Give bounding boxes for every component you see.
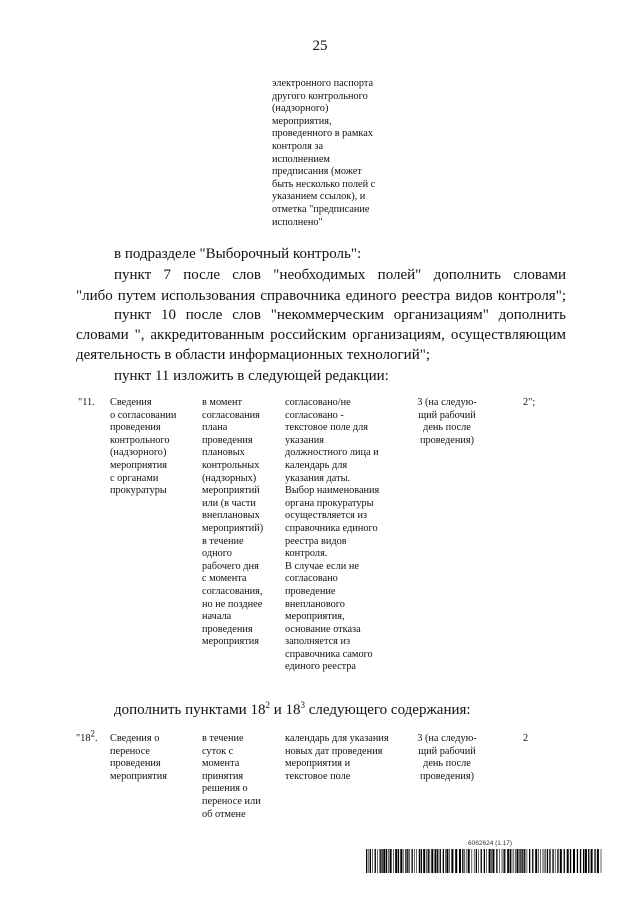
barcode-bar <box>510 849 511 873</box>
barcode-bar <box>388 849 389 873</box>
barcode-bar <box>486 849 487 873</box>
page-number: 25 <box>312 38 328 54</box>
barcode-bar <box>390 849 392 873</box>
barcode-bar <box>547 849 548 873</box>
row11-deadline: в момент согласования плана проведения плановых контрольных (надзорных) мероприятий или (в части внеплановых мероприятий) в течение одного рабочего дня с момента согласования, но не позднее начала проведения мероприятия <box>202 397 264 648</box>
row11-publication: 3 (на следую- щий рабочий день после проведения) <box>417 397 477 446</box>
barcode-bar <box>426 849 427 873</box>
item11-paragraph: пункт 11 изложить в следующей редакции: <box>114 368 389 384</box>
barcode-bar <box>395 849 397 873</box>
barcode-bar <box>549 849 550 873</box>
barcode-bar <box>544 849 545 873</box>
barcode-bar <box>455 849 457 873</box>
row11-field: согласовано/не согласовано - текстовое поле для указания должностного лица и календарь для указания даты. Выбор наименования органа прокуратуры осуществляется из справочника единого реестра видов контроля. В случае если не согласовано проведение внепланового мероприятия, основание отказа заполняется из справочника самого единого реестра <box>285 397 380 673</box>
barcode-bar <box>369 849 370 873</box>
barcode-bar <box>507 849 509 873</box>
barcode-bar <box>419 849 420 873</box>
barcode-bar <box>597 849 599 873</box>
barcode-bar <box>405 849 406 873</box>
barcode-bar <box>532 849 533 873</box>
barcode-bar <box>398 849 399 873</box>
barcode-bar <box>583 849 584 873</box>
barcode-bar <box>423 849 425 873</box>
barcode-bar <box>430 849 431 873</box>
row18-info: Сведения о переносе проведения мероприятия <box>110 733 168 782</box>
row18-field: календарь для указания новых дат проведения мероприятия и текстовое поле <box>285 733 389 782</box>
barcode-bar <box>372 849 373 873</box>
barcode-bar <box>588 849 589 873</box>
barcode-bar <box>580 849 581 873</box>
document-code: 6062624 (1.17) <box>468 840 513 847</box>
barcode-bar <box>529 849 530 873</box>
barcode-bar <box>421 849 422 873</box>
item7-line2: "либо путем использования справочника единого реестра видов контроля"; <box>76 288 566 304</box>
barcode-bar <box>400 849 402 873</box>
row18-deadline: в течение суток с момента принятия решения о переносе или об отмене <box>202 733 261 820</box>
barcode-bar <box>522 849 523 873</box>
barcode-bar <box>370 849 371 873</box>
barcode-bar <box>366 849 367 873</box>
row11-info: Сведения о согласовании проведения контрольного (надзорного) мероприятия с органами прокуратуры <box>110 397 177 497</box>
barcode-bar <box>502 849 503 873</box>
row11-level: 2"; <box>523 397 536 408</box>
barcode-bar <box>591 849 593 873</box>
barcode-bar <box>515 849 516 873</box>
barcode-bar <box>435 849 437 873</box>
barcode-bar <box>380 849 381 873</box>
add-items-mid: и 18 <box>269 702 301 718</box>
barcode-bar <box>481 849 482 873</box>
barcode-bar <box>412 849 413 873</box>
row18-number-suffix: . <box>95 733 98 744</box>
item10-line2: словами ", аккредитованным российским организациям, осуществляющим <box>76 327 566 343</box>
add-items-sup1: 2 <box>265 700 270 710</box>
barcode-bar <box>504 849 505 873</box>
barcode-bar <box>381 849 382 873</box>
barcode-bar <box>431 849 433 873</box>
barcode-bar <box>545 849 546 873</box>
barcode-bar <box>552 849 553 873</box>
barcode-bar <box>383 849 385 873</box>
barcode-bar <box>440 849 441 873</box>
barcode-bar <box>489 849 491 873</box>
barcode-bar <box>472 849 473 873</box>
barcode-bar <box>414 849 415 873</box>
item10-line1: пункт 10 после слов "некоммерческим организациям" дополнить <box>114 307 566 323</box>
row18-number <box>76 728 98 746</box>
barcode-bar <box>594 849 595 873</box>
barcode-bar <box>524 849 525 873</box>
barcode-bar <box>527 849 528 873</box>
barcode-bar <box>466 849 467 873</box>
barcode-bar <box>377 849 378 873</box>
barcode-bar <box>428 849 429 873</box>
barcode-bar <box>577 849 578 873</box>
barcode-bar <box>520 849 521 873</box>
barcode-bar <box>459 849 461 873</box>
barcode-bar <box>496 849 497 873</box>
row18-number-prefix: "18 <box>76 733 91 744</box>
barcode-bar <box>512 849 513 873</box>
barcode <box>366 849 602 873</box>
barcode-bar <box>535 849 537 873</box>
barcode-bar <box>443 849 444 873</box>
barcode-bar <box>585 849 587 873</box>
barcode-bar <box>491 849 492 873</box>
barcode-bar <box>555 849 556 873</box>
barcode-bar <box>445 849 446 873</box>
barcode-bar <box>570 849 571 873</box>
barcode-bar <box>514 849 515 873</box>
barcode-bar <box>573 849 575 873</box>
barcode-bar <box>476 849 477 873</box>
barcode-bar <box>416 849 417 873</box>
barcode-bar <box>503 849 504 873</box>
barcode-bar <box>451 849 453 873</box>
barcode-bar <box>557 849 558 873</box>
row18-publication: 3 (на следую- щий рабочий день после проведения) <box>417 733 477 782</box>
barcode-bar <box>543 849 544 873</box>
barcode-bar <box>492 849 494 873</box>
barcode-bar <box>462 849 463 873</box>
barcode-bar <box>560 849 562 873</box>
barcode-bar <box>538 849 539 873</box>
row11-number: "11. <box>78 397 95 408</box>
barcode-bar <box>403 849 404 873</box>
barcode-bar <box>437 849 438 873</box>
barcode-bar <box>393 849 394 873</box>
barcode-bar <box>564 849 565 873</box>
barcode-bar <box>478 849 479 873</box>
row18-level: 2 <box>523 733 529 744</box>
barcode-bar <box>407 849 408 873</box>
add-items-sup2: 3 <box>300 700 305 710</box>
barcode-bar <box>468 849 470 873</box>
barcode-bar <box>517 849 519 873</box>
barcode-bar <box>601 849 602 873</box>
add-items-suffix: следующего содержания: <box>305 702 471 718</box>
subsection-paragraph: в подразделе "Выборочный контроль": <box>114 246 362 262</box>
add-items-paragraph <box>114 701 471 720</box>
barcode-bar <box>464 849 465 873</box>
barcode-bar <box>386 849 387 873</box>
barcode-bar <box>409 849 410 873</box>
barcode-bar <box>446 849 448 873</box>
barcode-bar <box>499 849 500 873</box>
barcode-bar <box>540 849 541 873</box>
table-fragment-text: электронного паспорта другого контрольного (надзорного) мероприятия, проведенного в рамках контроля за исполнением предписания (может быть несколько полей с указанием ссылок), и отметка "предписание исполнено" <box>272 78 376 228</box>
barcode-bar <box>449 849 450 873</box>
item10-line3: деятельность в области информационных технологий"; <box>76 347 431 363</box>
barcode-bar <box>567 849 569 873</box>
item7-line1: пункт 7 после слов "необходимых полей" дополнить словами <box>114 267 566 283</box>
barcode-bar <box>474 849 475 873</box>
barcode-bar <box>484 849 485 873</box>
barcode-bar <box>375 849 376 873</box>
barcode-bar <box>519 849 520 873</box>
add-items-prefix: дополнить пунктами 18 <box>114 702 266 718</box>
row18-number-sup: 2 <box>90 728 96 739</box>
